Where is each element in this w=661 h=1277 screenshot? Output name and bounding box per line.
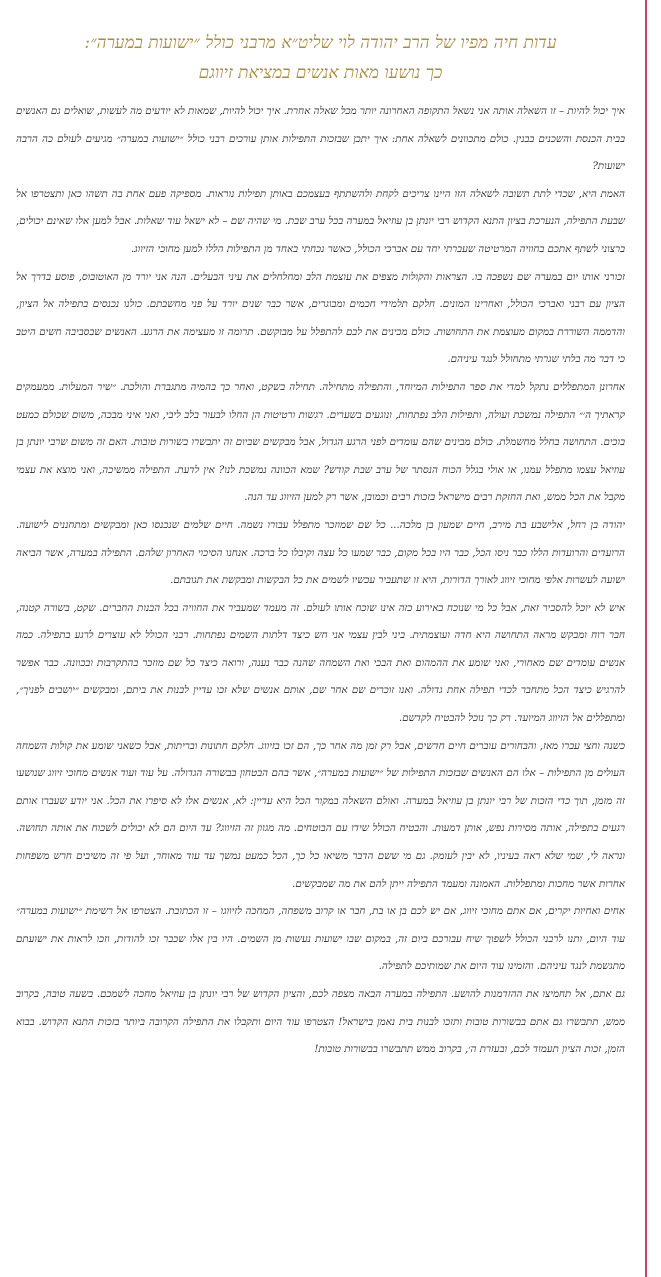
paragraph-5: יהודה בן רחל, אלישבע בת מירב, חיים שמעון בן מלכה... כל שם שמוזכר מתפלל עבורו נשמה. חיים שלמים שנכנסו כאן ומבקשים ומתחננים לישועה. הרועדים והרועדות הללו כבר ניסו הכל, כבר היו בכל מקום, כבר שמעו כל עצה וקיבלו כל ברכה. אנחנו הסיכוי האחרון שלהם. התפילה במערה, אשר הביאה ישועה לעשרות אלפי מחוכי זיווג לאורך הדורות, היא זו שתעביר עכשיו לשמים את כל הבקשות ומבקשת את תגובתם. (16, 519, 625, 587)
paragraph-7: כשנה וחצי עברו מאז, והבחורים עוברים חיים חדשים, אבל רק זמן מה אחר כך, הם זכו בזיווג. חלקם חתונות ובריתות, אבל כשאני שומע את קולות השמחה העולים מן התפילות – אלו הם האנשים שבזכות התפילות של ״ישועות במערה״, אשר בהם הבטחון בבשורה הגדולה. על עוד ועוד אנשים מחוכי זיווג שנושעו זה מזמן, תוך כדי הזכות של רבי יונתן בן עוזיאל במערה. ואולם השאלה במקור הכל היא עדיין: לא, אנשים אלו לא סיפרו את הכל. אני יודע שעברו אותם רגעים בתפילה, אותה מסירות נפש, אותן דמעות. והבטיח הכולל שידו עם הבוטחים. מה מגוון זה הזיווג? עד היום הם לא יכולים לשכוח את אותה תחושה. ונראה לי, שמי שלא ראה בעיניו, לא יבין לעומק. גם מי ששם הדבר משיאו כל כך, הכל כמעט נמשך עד עוד מאוחר, ועל פי זה משיבים חרש משפחות אחרות אשר מחכות ומתפללות. האמונה ומעמד התפילה ייתן להם את מה שמבקשים. (16, 740, 625, 890)
article-title-line-1: עדות חיה מפיו של הרב יהודה לוי שליט״א מרבני כולל ״ישועות במערה״: (84, 33, 557, 53)
paragraph-1: איך יכול להיות – זו השאלה אותה אני נשאל התקופה האחרונה יותר מכל שאלה אחרת. איך יכול להיות, שמאות לא יודעים מה לעשות, שואלים גם האנשים בבית הכנסת והשכנים בבנין. כולם מתכוונים לשאלה אחת: איך יתכן שבזכות התפילות אותן עורכים רבני כולל ״ישועות במערה״ מגיעים לעולם כה הרבה ישועות? (16, 106, 625, 173)
article-title-line-2: כך נושעו מאות אנשים במציאת זיווגם (198, 63, 443, 83)
paragraph-4: אחרונן המתפללים נתקל למדי את ספר התפילות המיוחד, והתפילה מתחילה. תחילה בשקט, ואחר כך בהמיה מתגברת והולכת. ״שיר המעלות. ממעמקים קראתיך ה׳״ התפילה נמשכת ועולה, ותפילות הלב נפתחות, ונוגעים בשערים. רגשות ורטיטות הן החלו לבעור בלב ליבי, ואני איני מבכה, משום שכולם כמעט בוכים. התחושה בחלל מחשמלת. כולם מבינים שהם עומדים לפני הרגע הגדול, אבל מבקשים שביום זה יתבשרו בשורות טובות. האם זה משום שרבי יונתן בן עוזיאל עצמו מתפלל עמנו, או אולי בגלל הכוח הנסתר של ערב שבת קודש? שמא הכוונה נמשכת לנו? אין לדעת. התפילה ממשיכה, ואני מוצא את עצמי מקבל את הכל ממש, ואת החזקת רבים מישראל בזכות רבים וכמובן, אשר רק למען הזיווג עד הנה. (16, 381, 625, 504)
article-header (16, 28, 625, 88)
paragraph-8: אחים ואחיות יקרים, אם אתם מחוכי זיווג, אם יש לכם בן או בת, חבר או קרוב משפחה, המחכה לזיווגו – זו הכתובת. הצטרפו אל רשימת ״ישועות במערה״ עוד היום, ותנו לרבני הכולל לשפוך שיח עבורכם ביום זה, במקום שבו ישועות נעשות מן השמים. היו בין אלו שכבר זכו להודות, וזכו לראות את ישועתם מתגשמת לנגד עיניהם. והזמינו עוד היום את שמותיכם לתפילה. (16, 906, 625, 973)
paragraph-6: איש לא יוכל להסביר זאת, אבל כל מי שנוכח באירוע כזה אינו שוכח אותו לעולם. זה מעמד שמעביר את החוויה בכל הבנות החברים. שקט, בשורה קטנה, חבר רוח ומבקש מראה התחושה היא חדה ועוצמתית. ביני לבין עצמי אני חש כיצד דלתות השמים נפתחות. רבני הכולל לא עוצרים לרגע בתפילה. כמה אנשים עומדים שם מאחורי, ואני שומע את ההמהום ואת הבכי ואת השמחה שהנה כבר נענה, ורואה כיצד כל שם מוזכר בהתקרבות ובכוונה. כבר אפשר להרגיש כיצד הכל מתחבר לכדי תפילה אחת גדולה. ואנו זוכרים שם אחר שם, אותם אנשים שלא זכו עדיין לבנות את ביתם, ומבקשים ״יושבים לפניך״, ומתפללים אל הזיווג המיועד. רק כך נוכל להבטיח לקדשם. (16, 602, 625, 725)
paragraph-2: האמת היא, שכדי לתת תשובה לשאלה הזו היינו צריכים לקחת ולהשתתף בעצמכם באותן תפילות נוראות. מספיקה פעם אחת בה תשהו כאן ותצטרפו אל שבעת התפילה, הנערכת בציון התנא הקדוש רבי יונתן בן עוזיאל במערה בכל ערב שבת. מי שהיה שם – לא ישאל עוד שאלות. אבל למען אלו שאינם יכולים, ברצוני לשתף אתכם בחוויה המרטיטה שעברתי יחד עם אברכי הכולל, כאשר נכחתי באחד מן התפילות הללו למען מחוכי הזיווג. (16, 188, 625, 255)
margin-rule-line (645, 0, 647, 1277)
paragraph-3: זכורני אותו יום במערה שם נשפכה בו. הצראות והקולות מצפים את עוצמת הלב ומחלחלים את עיני הבעלים. הנה אני יורד מן האוטובוס, פוסע בדרך אל הציון עם רבני ואברכי הכולל, ואחרינו המונים. חלקם תלמידי חכמים ומבוגרים, אשר כבר שנים יורד על פני מחשבתם. כולנו נכנסים בתפילה אל הציון, והדממה השוררת במקום מעוצמת את התחושות. כולם מכינים את לבם להתפלל על מבוקשם. תרומה זו מעצימה את הרגע. האנשים שבסביבה חשים היטב כי דבר מה בלתי שגרתי מתחולל לנגד עיניהם. (16, 271, 625, 366)
paragraph-9: גם אתם, אל תחמיצו את ההזדמנות להושע. התפילה במערה הבאה מצפה לכם, והציון הקדוש של רבי יונתן בן עוזיאל מחכה לשמכם. בשעה טובה, בקרוב ממש, תתבשרו גם אתם בבשורות טובות ותזכו לבנות בית נאמן בישראל! הצטרפו עוד היום ותקבלו את התפילה הקרובה ביותר בזכות התנא הקדוש. בבוא הזמן, זכות הציון תעמוד לכם, ובעזרת ה׳, בקרוב ממש תתבשרו בבשורות טובות! (16, 989, 625, 1056)
article-body (16, 98, 625, 1064)
